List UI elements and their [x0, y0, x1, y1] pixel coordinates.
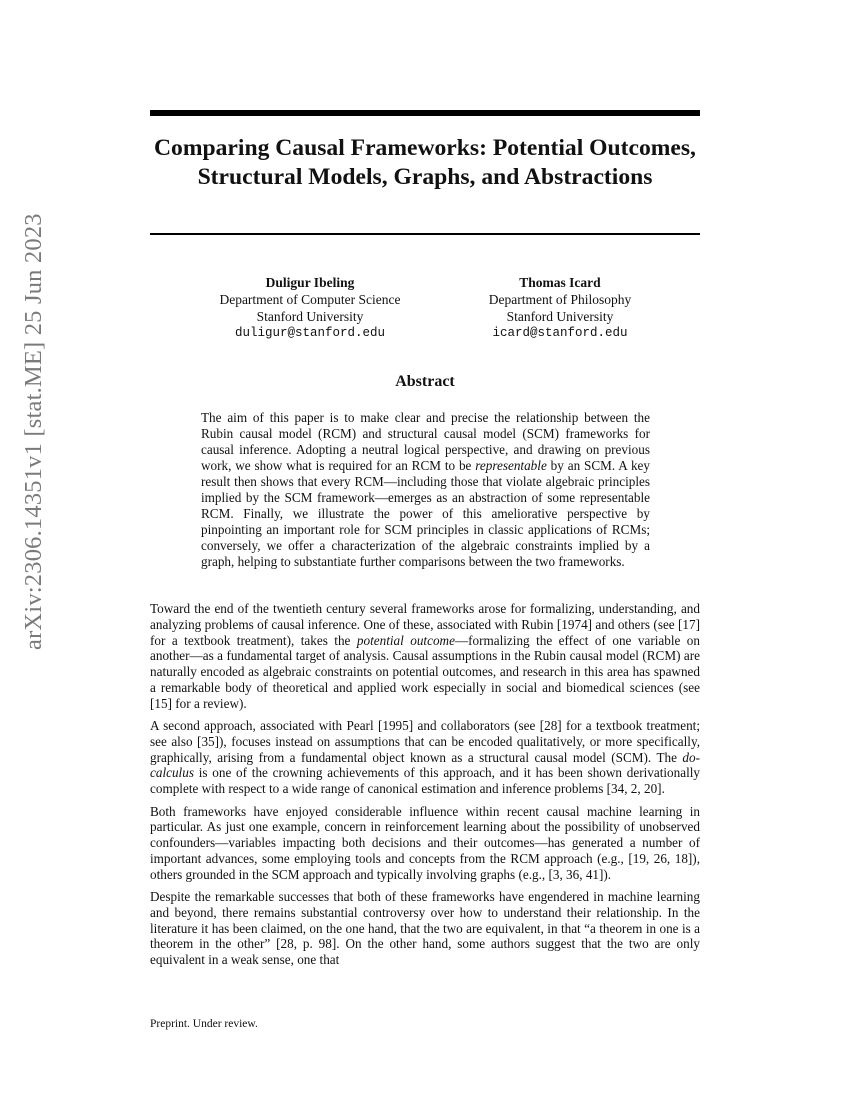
body-paragraph-1: Toward the end of the twentieth century several frameworks arose for formalizing, understanding, and analyzing problems of causal inference. One of these, associated with Rubin [1974] and others (see [17] for a textbook treatment), takes the potential outcome—formalizing the effect of one variable on another—as a fundamental target of analysis. Causal assumptions in the Rubin causal model (RCM) are naturally encoded as algebraic constraints on potential outcomes, and research in this area has spawned a remarkable body of theoretical and applied work especially in social and biomedical sciences (see [15] for a review).	[150, 601, 700, 711]
title-top-rule	[150, 110, 700, 116]
author-email: duligur@stanford.edu	[234, 326, 386, 340]
author-block-1	[190, 274, 430, 342]
body-text	[150, 601, 700, 975]
author-name: Duligur Ibeling	[265, 275, 355, 290]
arxiv-id-text: arXiv:2306.14351v1 [stat.ME] 25 Jun 2023	[20, 213, 47, 650]
author-university: Stanford University	[506, 309, 614, 324]
body-paragraph-2: A second approach, associated with Pearl [1995] and collaborators (see [28] for a textbook treatment; see also [35]), focuses instead on assumptions that can be encoded qualitatively, or more specifically, graphically, arising from a fundamental object known as a structural causal model (SCM). The do-calculus is one of the crowning achievements of this approach, and it has been shown derivationally complete with respect to a wide range of canonical estimation and inference problems [34, 2, 20].	[150, 718, 700, 797]
author-department: Department of Computer Science	[219, 292, 401, 307]
abstract-heading: Abstract	[395, 373, 455, 390]
author-university: Stanford University	[256, 309, 364, 324]
author-block-2	[440, 274, 680, 342]
abstract-text: The aim of this paper is to make clear and precise the relationship between the Rubin causal model (RCM) and structural causal model (SCM) frameworks for causal inference. Adopting a neutral logical perspective, and drawing on previous work, we show what is required for an RCM to be representable by an SCM. A key result then shows that every RCM—including those that violate algebraic principles implied by the SCM framework—emerges as an abstraction of some representable RCM. Finally, we illustrate the power of this ameliorative perspective by pinpointing an important role for SCM principles in classic applications of RCMs; conversely, we offer a characterization of the algebraic constraints implied by a graph, helping to substantiate further comparisons between the two frameworks.	[201, 410, 650, 569]
author-email: icard@stanford.edu	[492, 326, 628, 340]
body-paragraph-4: Despite the remarkable successes that both of these frameworks have engendered in machine learning and beyond, there remains substantial controversy over how to understand their relationship. In the literature it has been claimed, on the one hand, that the two are equivalent, in that “a theorem in one is a theorem in the other” [28, p. 98]. On the other hand, some authors suggest that the two are only equivalent in a weak sense, one that	[150, 889, 700, 968]
preprint-footer: Preprint. Under review.	[150, 1018, 258, 1030]
paper-title: Comparing Causal Frameworks: Potential Outcomes, Structural Models, Graphs, and Abstractions	[154, 135, 696, 190]
title-bottom-rule	[150, 233, 700, 235]
body-paragraph-3: Both frameworks have enjoyed considerable influence within recent causal machine learning in particular. As just one example, concern in reinforcement learning about the possibility of unobserved confounders—variables impacting both decisions and their outcomes—has generated a number of important advances, some employing tools and concepts from the RCM approach (e.g., [19, 26, 18]), others grounded in the SCM approach and typically involving graphs (e.g., [3, 36, 41]).	[150, 803, 700, 882]
author-name: Thomas Icard	[519, 275, 601, 290]
author-department: Department of Philosophy	[488, 292, 632, 307]
